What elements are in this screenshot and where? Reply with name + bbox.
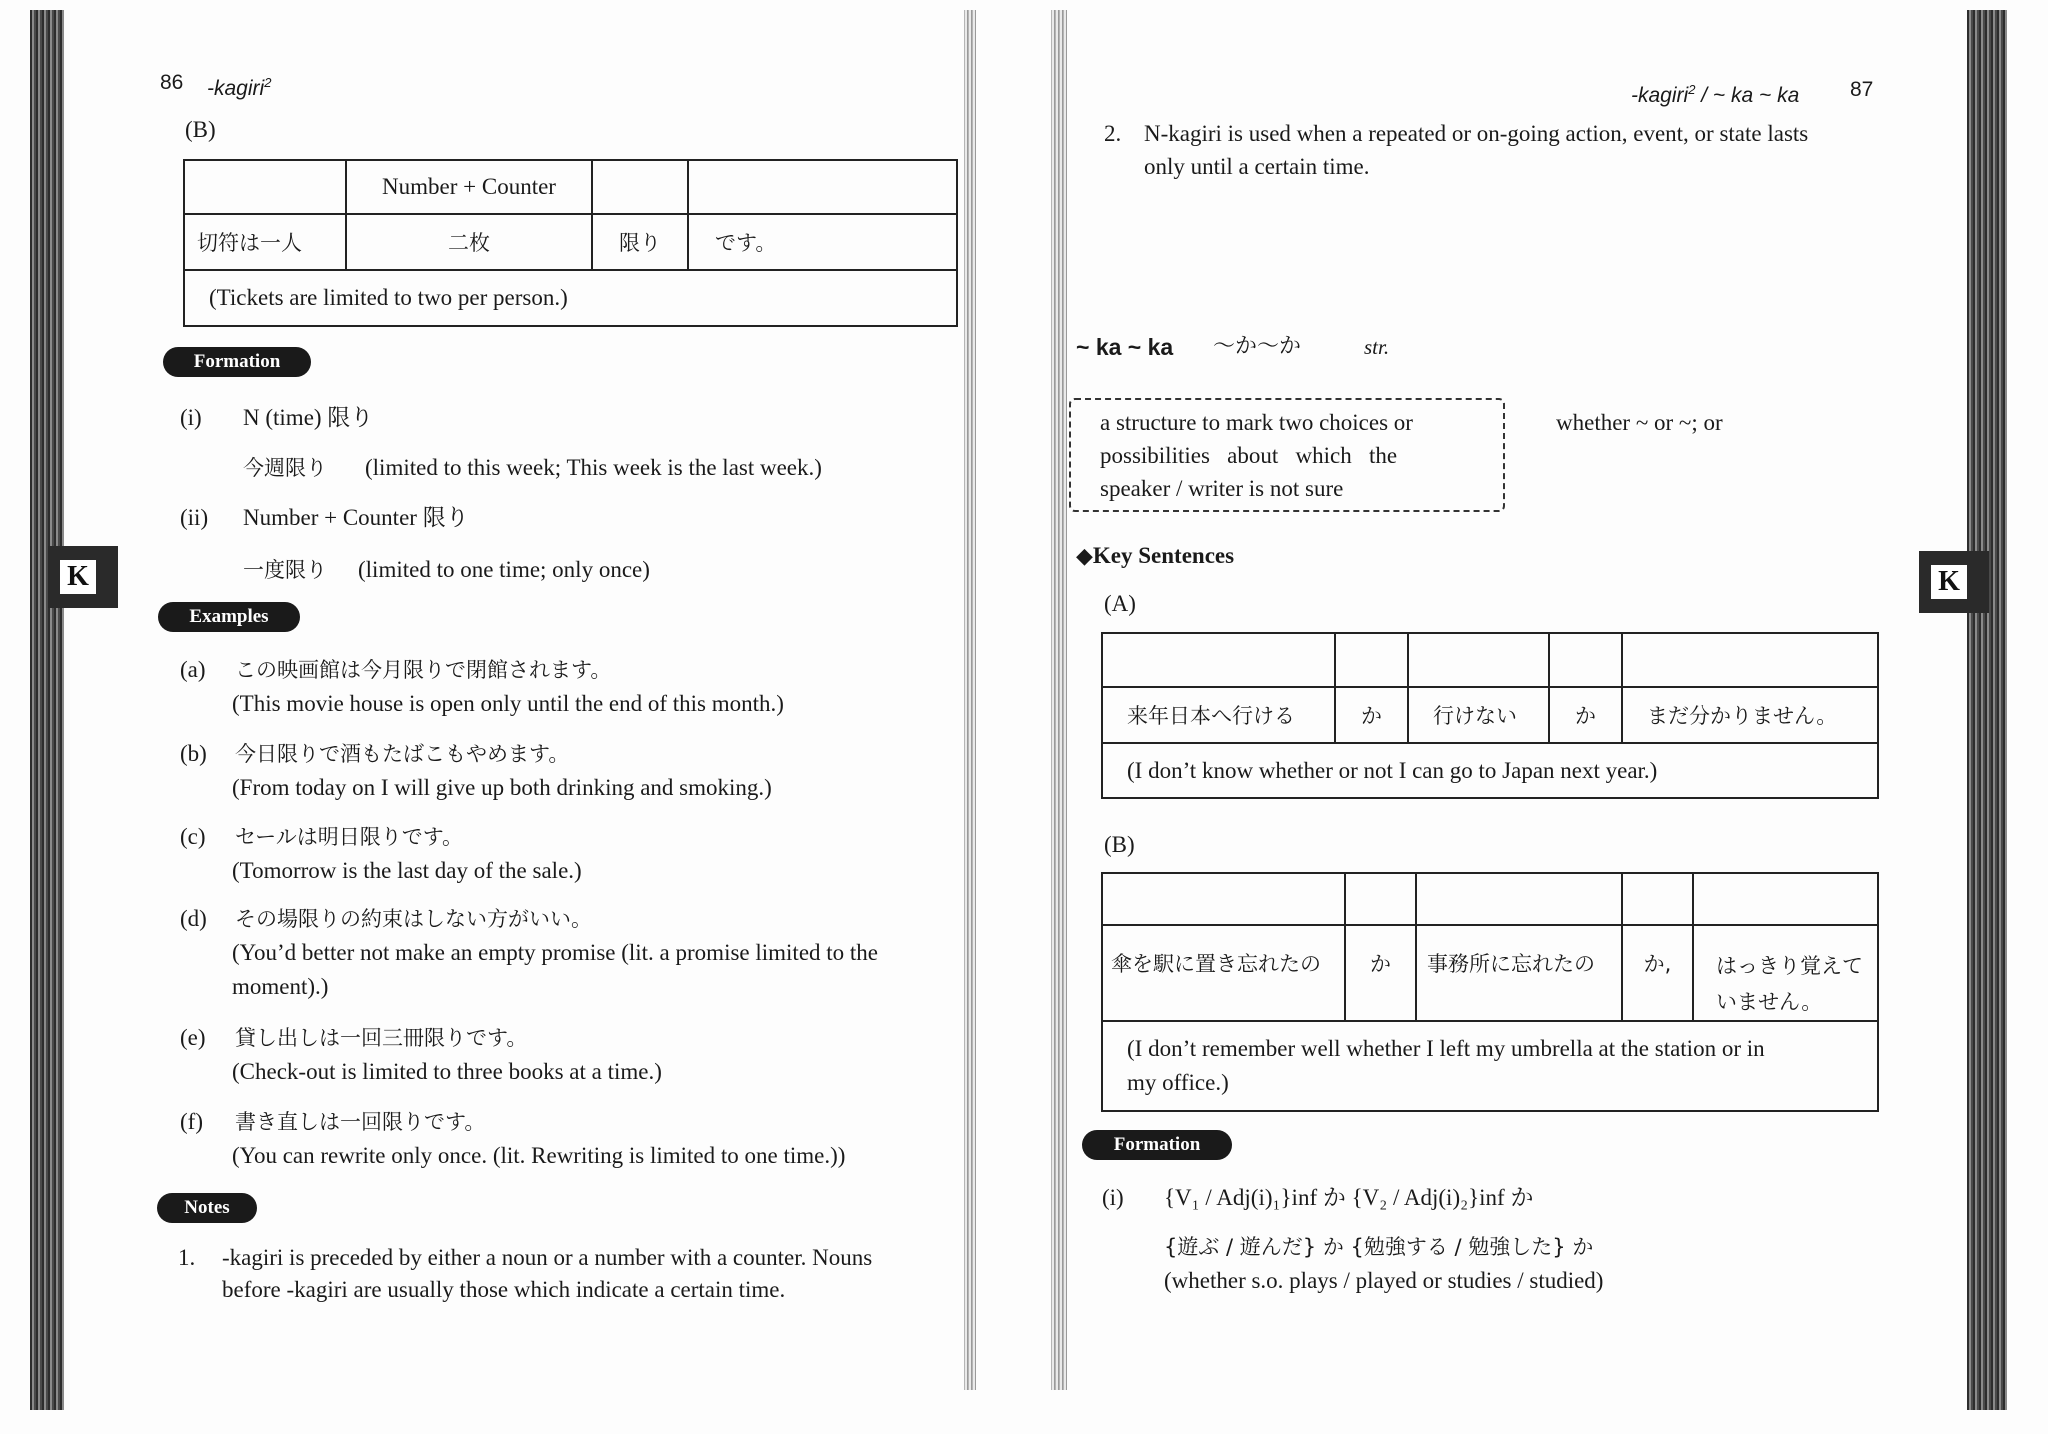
right-page-edge [1967, 10, 2007, 1410]
example-letter: (c) [180, 824, 206, 849]
formation-pattern: N (time) 限り [243, 405, 374, 430]
table-cell: 限り [592, 214, 688, 270]
example-jp: 貸し出しは一回三冊限りです。 [235, 1026, 528, 1050]
example-en: (From today on I will give up both drinking and smoking.) [232, 775, 772, 800]
example-en-cont: moment).) [232, 974, 329, 999]
formation-example-en: (whether s.o. plays / played or studies / studied) [1164, 1268, 1604, 1293]
table-cell: 来年日本へ行ける [1102, 687, 1335, 743]
definition-text: possibilities about which the [1100, 443, 1398, 468]
example-en: (Check-out is limited to three books at a time.) [232, 1059, 662, 1084]
table-cell-empty [1102, 633, 1335, 687]
left-page-edge [30, 10, 64, 1410]
table-cell: か [1335, 687, 1408, 743]
table-translation: (Tickets are limited to two per person.) [184, 270, 957, 326]
ks-a-label: (A) [1104, 591, 1136, 616]
table-cell-empty [1416, 873, 1622, 925]
table-cell: 行けない [1408, 687, 1549, 743]
table-cell-empty [1622, 633, 1878, 687]
table-cell: はっきり覚えて いません。 [1693, 925, 1878, 1021]
table-cell-empty [592, 160, 688, 214]
section-b-label: (B) [185, 117, 216, 142]
example-letter: (a) [180, 657, 206, 682]
formation-example-jp: 今週限り [243, 456, 327, 480]
table-cell: 事務所に忘れたの [1416, 925, 1622, 1021]
table-cell-empty [1693, 873, 1878, 925]
example-en: (You’d better not make an empty promise (lit. a promise limited to the [232, 940, 879, 965]
left-gutter [964, 10, 976, 1390]
definition-text: speaker / writer is not sure [1100, 476, 1344, 501]
note-num: 2. [1104, 121, 1122, 146]
table-cell-empty [688, 160, 957, 214]
formation-num: (i) [180, 405, 202, 430]
example-en: (This movie house is open only until the end of this month.) [232, 691, 784, 716]
examples-badge: Examples [158, 602, 300, 632]
running-head: -kagiri$^2$ / ~ ka ~ ka [1631, 82, 1800, 107]
formation-example-en: (limited to this week; This week is the last week.) [365, 455, 822, 480]
right-gutter [1051, 10, 1067, 1390]
page-number: 86 [160, 71, 184, 94]
key-sentence-table-a [1101, 632, 1879, 799]
page-number: 87 [1850, 78, 1874, 101]
entry-heading: ~ ka ~ ka [1076, 334, 1174, 360]
diamond-icon: ◆ [1076, 543, 1093, 568]
entry-tag: str. [1364, 335, 1390, 359]
note-text: -kagiri is preceded by either a noun or a number with a counter. Nouns [222, 1245, 873, 1270]
formation-example-en: (limited to one time; only once) [358, 557, 650, 582]
entry-kana: ～か～か [1213, 334, 1302, 359]
key-sentences-heading: ◆Key Sentences [1076, 543, 1235, 568]
example-letter: (d) [180, 906, 207, 931]
pattern-table-b [183, 159, 958, 327]
table-cell-empty [1549, 633, 1622, 687]
formation-pattern: {V₁ / Adj(i)₁}inf か {V₂ / Adj(i)₂}inf か [1164, 1185, 1534, 1210]
running-head: -kagiri$^2$ [207, 75, 272, 100]
formation-badge: Formation [163, 347, 311, 377]
note-text: N-kagiri is used when a repeated or on-going action, event, or state lasts [1144, 121, 1809, 146]
example-en: (Tomorrow is the last day of the sale.) [232, 858, 582, 883]
example-jp: その場限りの約束はしない方がいい。 [235, 907, 592, 931]
example-letter: (e) [180, 1025, 206, 1050]
table-cell: か, [1622, 925, 1693, 1021]
table-cell: まだ分かりません。 [1622, 687, 1878, 743]
table-cell-empty [1408, 633, 1549, 687]
thumb-index-tab [48, 546, 118, 608]
table-cell: です。 [688, 214, 957, 270]
table-cell-empty [1335, 633, 1408, 687]
table-cell: か [1549, 687, 1622, 743]
formation-pattern: Number + Counter 限り [243, 505, 469, 530]
example-jp: 書き直しは一回限りです。 [235, 1110, 486, 1134]
table-translation: (I don’t know whether or not I can go to Japan next year.) [1102, 743, 1878, 798]
table-cell: 二枚 [346, 214, 592, 270]
thumb-index-letter: K [1929, 563, 1969, 601]
example-letter: (b) [180, 741, 207, 766]
example-jp: セールは明日限りです。 [235, 825, 464, 849]
table-translation: (I don’t remember well whether I left my umbrella at the station or in my office.) [1102, 1021, 1878, 1111]
table-cell: 切符は一人 [184, 214, 346, 270]
notes-badge: Notes [157, 1193, 257, 1223]
example-jp: この映画館は今月限りで閉館されます。 [235, 658, 612, 682]
note-text: before -kagiri are usually those which indicate a certain time. [222, 1277, 786, 1302]
table-header-counter: Number + Counter [346, 160, 592, 214]
table-cell-empty [1622, 873, 1693, 925]
formation-example-jp: 一度限り [243, 558, 327, 582]
example-en: (You can rewrite only once. (lit. Rewriting is limited to one time.)) [232, 1143, 846, 1168]
note-num: 1. [178, 1245, 196, 1270]
table-cell: 傘を駅に置き忘れたの [1102, 925, 1345, 1021]
formation-badge: Formation [1082, 1130, 1232, 1160]
example-jp: 今日限りで酒もたばこもやめます。 [235, 742, 570, 766]
formation-num: (i) [1102, 1185, 1124, 1210]
gloss: whether ~ or ~; or [1556, 410, 1723, 435]
example-letter: (f) [180, 1109, 203, 1134]
formation-example-jp: {遊ぶ / 遊んだ} か {勉強する / 勉強した} か [1164, 1235, 1594, 1259]
table-cell-empty [1102, 873, 1345, 925]
table-cell-empty [184, 160, 346, 214]
right-page [1024, 0, 2048, 1434]
definition-text: a structure to mark two choices or [1100, 410, 1413, 435]
thumb-index-letter: K [58, 558, 98, 596]
note-text: only until a certain time. [1144, 154, 1370, 179]
table-cell: か [1345, 925, 1416, 1021]
key-sentence-table-b [1101, 872, 1879, 1112]
table-cell-empty [1345, 873, 1416, 925]
formation-num: (ii) [180, 505, 209, 530]
ks-b-label: (B) [1104, 832, 1135, 857]
thumb-index-tab [1919, 551, 1989, 613]
